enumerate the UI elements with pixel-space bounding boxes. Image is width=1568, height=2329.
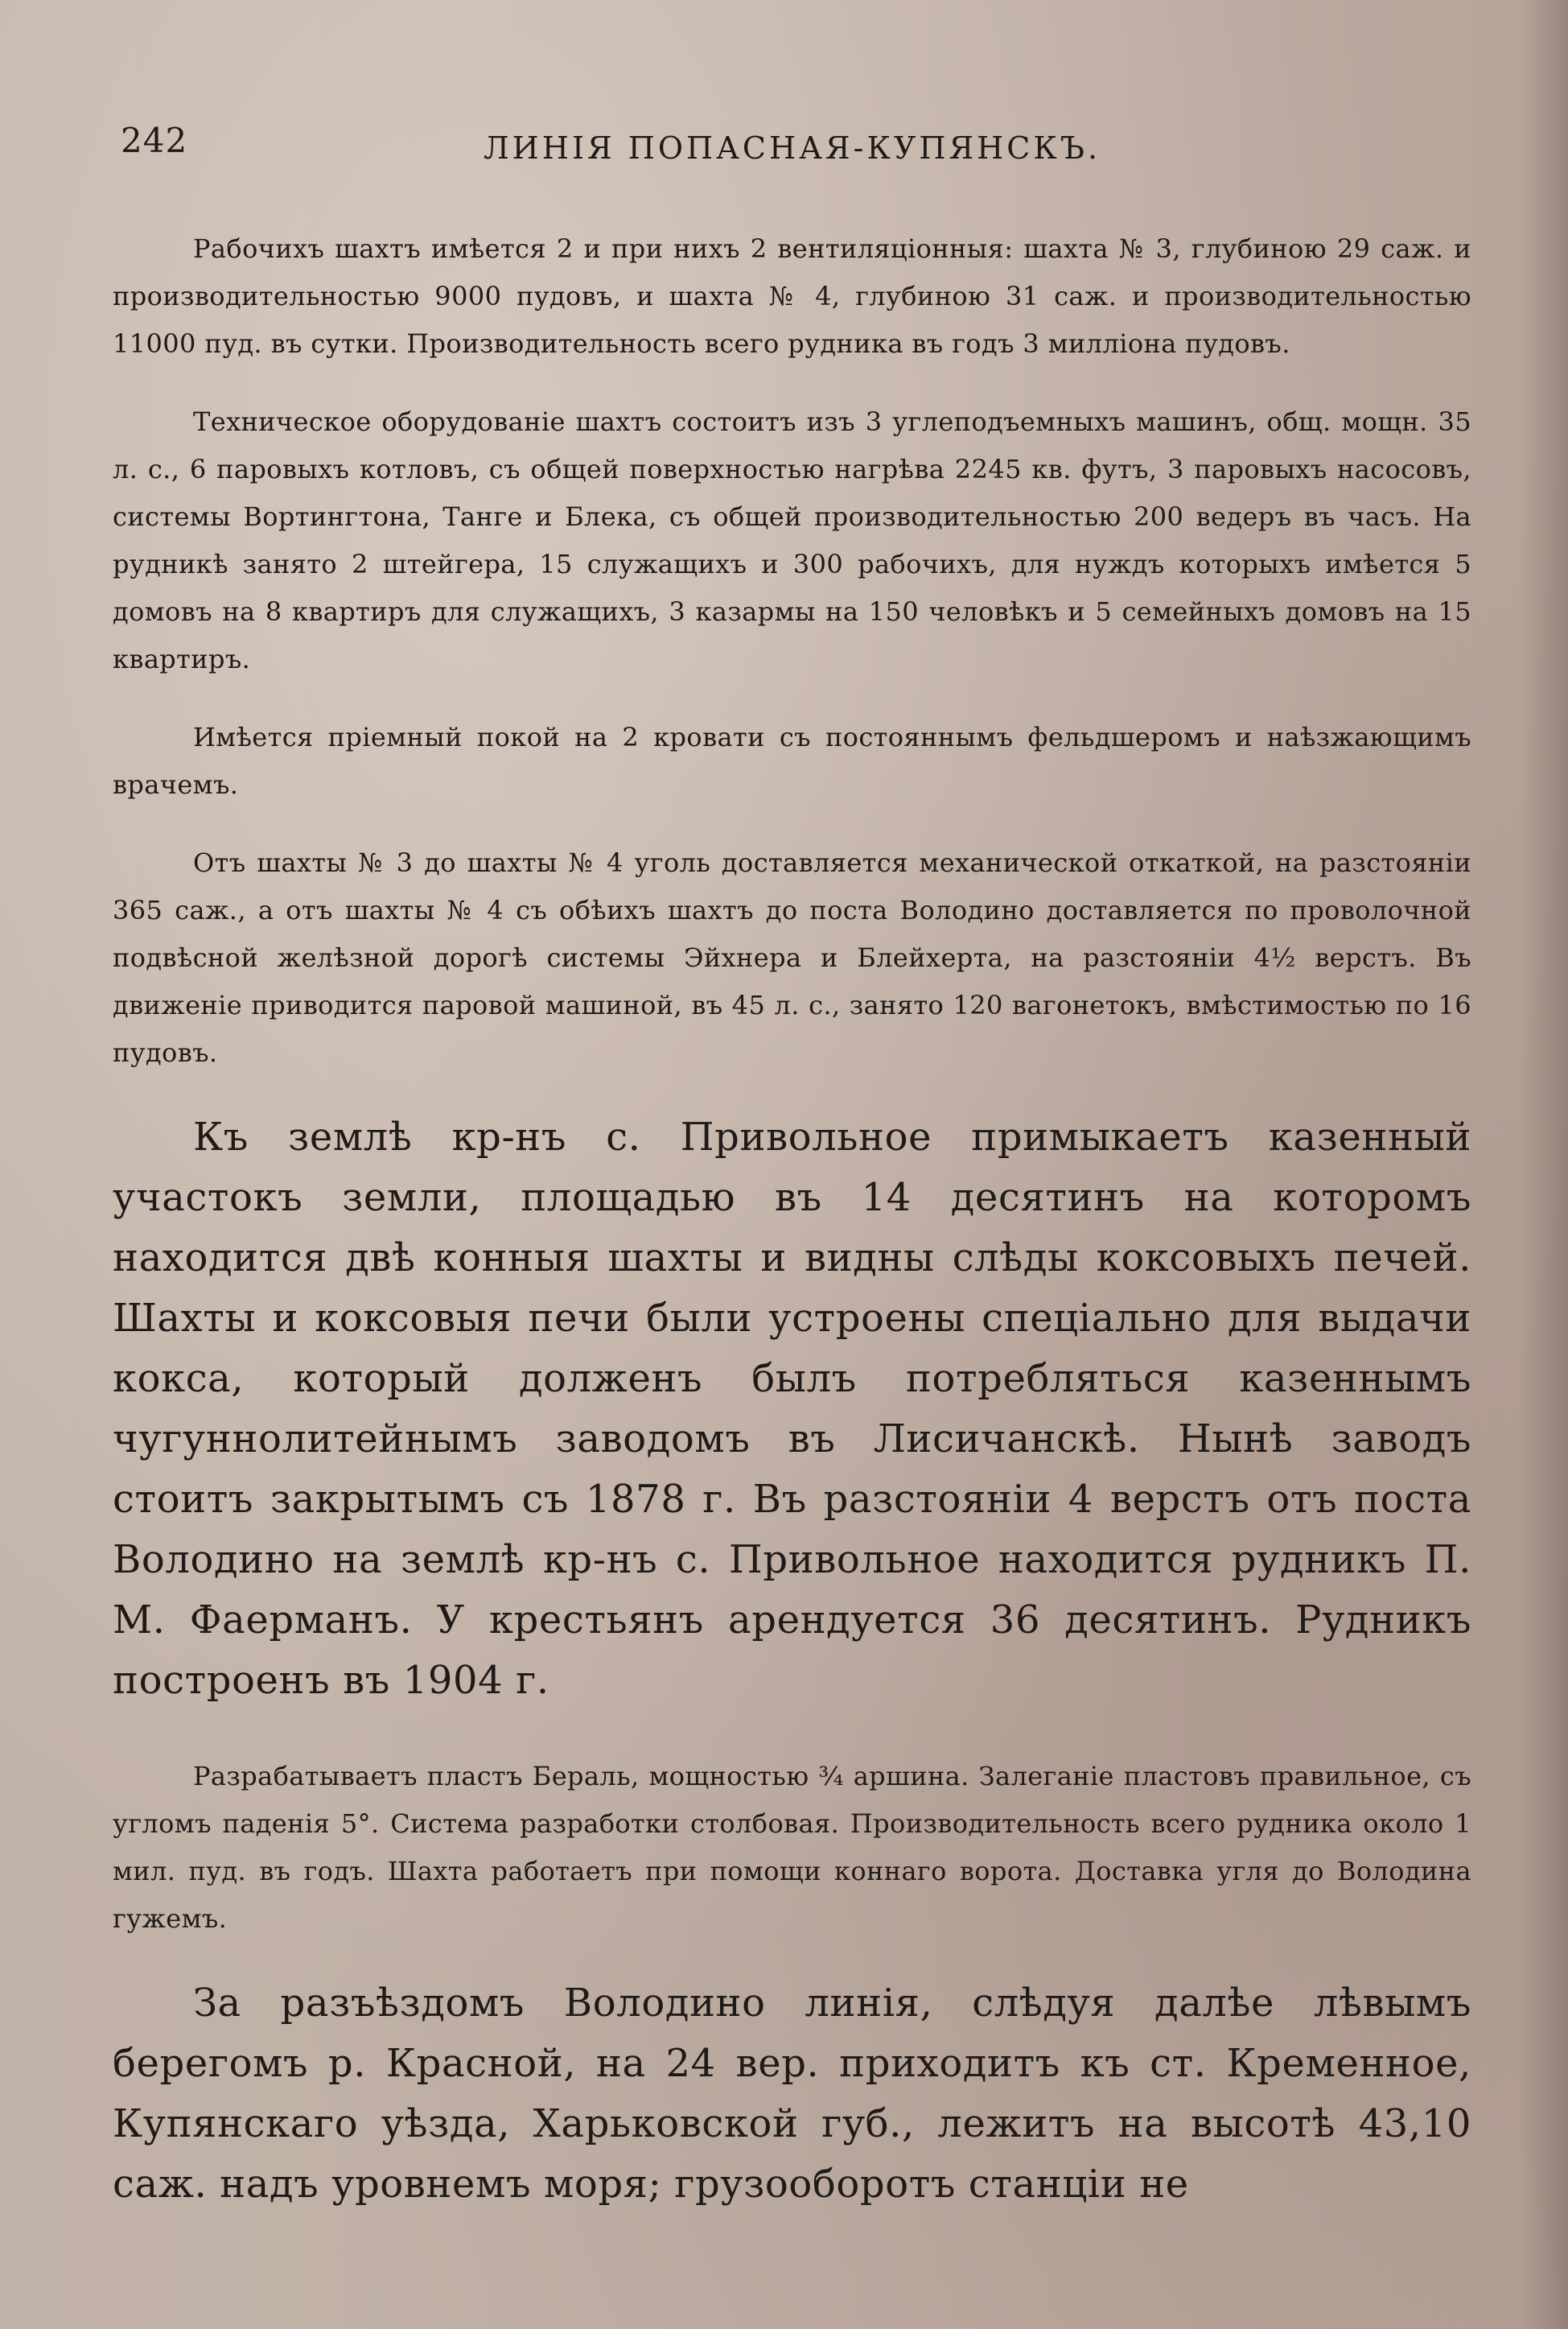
paragraph-infirmary: Имѣется пріемный покой на 2 кровати съ постояннымъ фельдшеромъ и наѣзжающимъ врачемъ. <box>113 722 1471 800</box>
paragraph-working-shafts: Рабочихъ шахтъ имѣется 2 и при нихъ 2 вентиляціонныя: шахта № 3, глубиною 29 саж. и производительностью 9000 пудовъ, и шахта № 4, глубиною 31 саж. и производительностью 11000 пуд. въ сутки. Производительность всего рудника въ годъ 3 милліона пудовъ. <box>113 233 1471 359</box>
paragraph-kremennoe-station: За разъѣздомъ Володино линія, слѣдуя далѣе лѣвымъ берегомъ р. Красной, на 24 вер. приходитъ къ ст. Кременное, Купянскаго уѣзда, Харьковской губ., лежитъ на высотѣ 43,10 саж. надъ уровнемъ моря; грузооборотъ станціи не <box>113 1981 1471 2207</box>
page-edge-shadow <box>1520 0 1568 2329</box>
paragraph-technical-equipment: Техническое оборудованіе шахтъ состоитъ изъ 3 углеподъемныхъ машинъ, общ. мощн. 35 л. с., 6 паровыхъ котловъ, съ общей поверхностью нагрѣва 2245 кв. футъ, 3 паровыхъ насосовъ, системы Вортингтона, Танге и Блека, съ общей производительностью 200 ведеръ въ часъ. На рудникѣ занято 2 штейгера, 15 служащихъ и 300 рабочихъ, для нуждъ которыхъ имѣется 5 домовъ на 8 квартиръ для служащихъ, 3 казармы на 150 человѣкъ и 5 семейныхъ домовъ на 15 квартиръ. <box>113 406 1471 674</box>
page-number: 242 <box>121 121 188 160</box>
running-title: ЛИНІЯ ПОПАСНАЯ-КУПЯНСКЪ. <box>483 130 1101 166</box>
page-header <box>113 121 1471 193</box>
paragraph-coal-transport: Отъ шахты № 3 до шахты № 4 уголь доставляется механической откаткой, на разстояніи 365 саж., а отъ шахты № 4 съ обѣихъ шахтъ до поста Володино доставляется по проволочной подвѣсной желѣзной дорогѣ системы Эйхнера и Блейхерта, на разстояніи 4½ верстъ. Въ движеніе приводится паровой машиной, въ 45 л. с., занято 120 вагонетокъ, вмѣстимостью по 16 пудовъ. <box>113 847 1471 1068</box>
paragraph-seam-development: Разрабатываетъ пластъ Бераль, мощностью ¾ аршина. Залеганіе пластовъ правильное, съ угломъ паденія 5°. Система разработки столбовая. Производительность всего рудника около 1 мил. пуд. въ годъ. Шахта работаетъ при помощи коннаго ворота. Доставка угля до Володина гужемъ. <box>113 1761 1471 1934</box>
paragraph-state-land-plot: Къ землѣ кр-нъ с. Привольное примыкаетъ казенный участокъ земли, площадью въ 14 десятинъ на которомъ находится двѣ конныя шахты и видны слѣды коксовыхъ печей. Шахты и коксовыя печи были устроены спеціально для выдачи кокса, который долженъ былъ потребляться казеннымъ чугуннолитейнымъ заводомъ въ Лисичанскѣ. Нынѣ заводъ стоитъ закрытымъ съ 1878 г. Въ разстояніи 4 верстъ отъ поста Володино на землѣ кр-нъ с. Привольное находится рудникъ П. М. Фаерманъ. У крестьянъ арендуется 36 десятинъ. Рудникъ построенъ въ 1904 г. <box>113 1115 1471 1703</box>
